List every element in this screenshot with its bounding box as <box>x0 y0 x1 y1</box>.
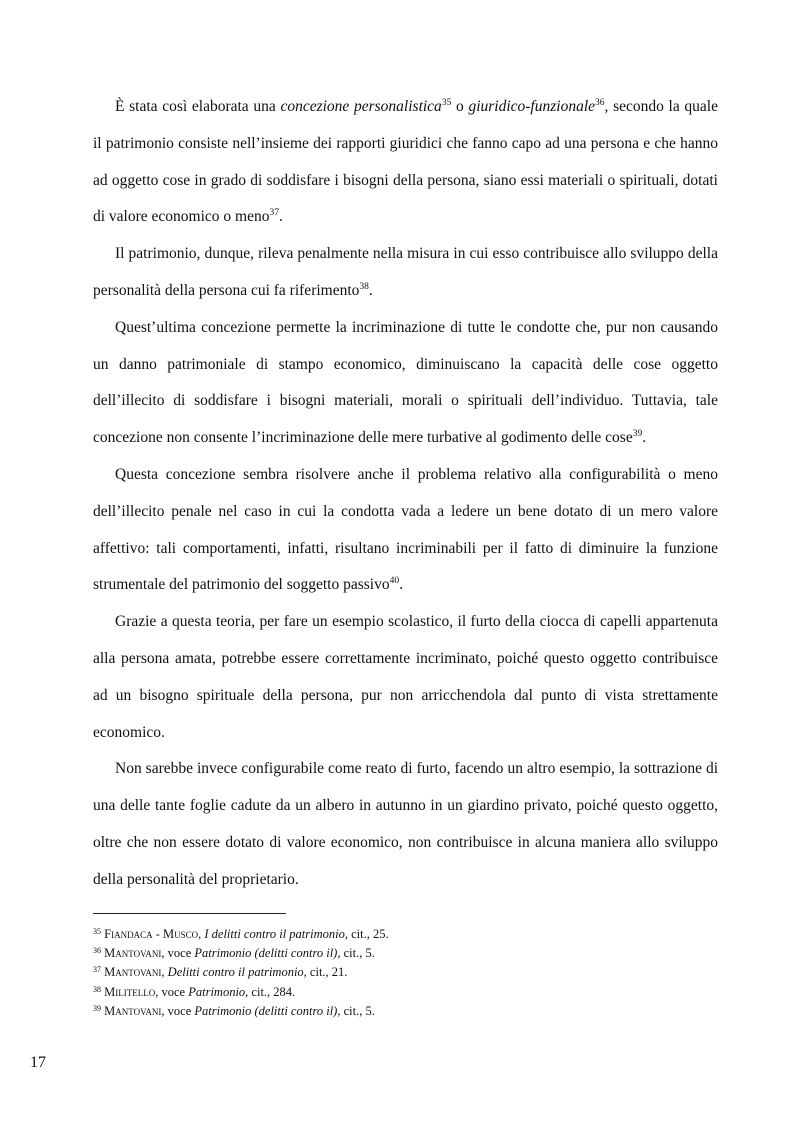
text-run: . <box>368 281 373 299</box>
text-run: È stata così elaborata una <box>115 98 281 115</box>
footnote-author: Mantovani <box>104 1003 162 1018</box>
footnote-title: Delitti contro il patrimonio, <box>167 965 307 980</box>
text-run: , cit., 5. <box>337 1003 375 1018</box>
footnote-ref[interactable]: 40 <box>389 576 400 587</box>
footnote-author: Mantovani <box>104 965 162 980</box>
footnote-number: 37 <box>93 965 101 975</box>
text-run: cit., 25. <box>348 927 389 941</box>
text-run: , voce <box>161 1003 195 1018</box>
text-run: . <box>278 208 283 226</box>
footnote-37 <box>93 963 733 982</box>
paragraph-3 <box>93 310 718 457</box>
paragraph-6: Non sarebbe invece configurabile come reato di furto, facendo un altro esempio, la sottrazione di una delle tante foglie cadute da un albero in autunno in un giardino privato, poiché questo oggetto, oltre che non essere dotato di valore economico, non contribuisce in alcuna maniera allo sviluppo della personalità del proprietario. <box>93 760 718 888</box>
text-run: , <box>161 965 168 980</box>
footnote-separator <box>93 913 286 914</box>
footnote-ref[interactable]: 39 <box>632 429 643 440</box>
body-text <box>93 89 718 899</box>
footnote-author: Militello <box>104 984 156 999</box>
text-run: , <box>198 927 205 941</box>
footnote-title: Patrimonio (delitti contro il) <box>194 946 338 961</box>
footnote-number: 38 <box>93 984 101 994</box>
text-run: , secondo la quale il patrimonio consiste nell’insieme dei rapporti giuridici che fanno capo ad una persona e che hanno ad oggetto cose in grado di soddisfare i bisogni della persona, siano essi materiali o spirituali, dotati di valore economico o meno <box>93 98 718 226</box>
text-run: Il patrimonio, dunque, rileva penalmente nella misura in cui esso contribuisce allo sviluppo della personalità della persona cui fa riferimento <box>93 245 718 299</box>
footnote-ref[interactable]: 38 <box>359 281 369 292</box>
text-run: , cit., 5. <box>337 946 375 961</box>
footnote-39 <box>93 1002 733 1021</box>
paragraph-2 <box>93 236 718 310</box>
italic-term: concezione personalistica <box>280 98 442 115</box>
text-run: , cit., 284. <box>245 984 296 999</box>
text-run: Quest’ultima concezione permette la incriminazione di tutte le condotte che, pur non causando un danno patrimoniale di stampo economico, diminuiscano la capacità delle cose oggetto dell’illecito di soddisfare i bisogni materiali, morali o spirituali dell’individuo. Tuttavia, tale concezione non consente l’incriminazione delle mere turbative al godimento delle cose <box>93 318 718 447</box>
footnote-ref[interactable]: 36 <box>595 98 605 108</box>
footnote-number: 35 <box>93 927 101 936</box>
paragraph-5: Grazie a questa teoria, per fare un esempio scolastico, il furto della ciocca di capelli appartenuta alla persona amata, potrebbe essere correttamente incriminato, poiché questo oggetto contribuisce ad un bisogno spirituale della persona, pur non arricchendola dal punto di vista strettamente economico. <box>93 613 718 741</box>
text-run: . <box>642 429 647 447</box>
footnote-38 <box>93 983 733 1002</box>
page-number: 17 <box>30 1054 46 1071</box>
italic-term: giuridico-funzionale <box>468 98 596 115</box>
text-run: , voce <box>161 946 195 961</box>
footnote-36 <box>93 944 733 963</box>
footnote-ref[interactable]: 37 <box>269 208 279 219</box>
footnote-author: Mantovani <box>104 946 162 961</box>
text-run: o <box>451 98 469 115</box>
footnote-number: 39 <box>93 1003 101 1013</box>
paragraph-1 <box>93 89 718 236</box>
footnote-number: 36 <box>93 946 101 956</box>
paragraph-4 <box>93 457 718 604</box>
text-run: , voce <box>155 984 189 999</box>
footnote-title: Patrimonio <box>188 984 246 999</box>
footnote-ref[interactable]: 35 <box>441 98 452 108</box>
text-run: . <box>399 576 403 594</box>
footnote-title: Patrimonio (delitti contro il) <box>194 1003 338 1018</box>
text-run: cit., 21. <box>306 965 348 980</box>
footnote-author: Fiandaca - Musco <box>104 927 199 941</box>
text-run: Questa concezione sembra risolvere anche il problema relativo alla configurabilità o meno dell’illecito penale nel caso in cui la condotta vada a ledere un bene dotato di un mero valore affettivo: tali comportamenti, infatti, risultano incriminabili per il fatto di diminuire la funzione strumentale del patrimonio del soggetto passivo <box>93 465 718 594</box>
footnotes <box>93 925 733 1021</box>
footnote-35 <box>93 925 733 944</box>
footnote-title: I delitti contro il patrimonio, <box>204 927 348 941</box>
